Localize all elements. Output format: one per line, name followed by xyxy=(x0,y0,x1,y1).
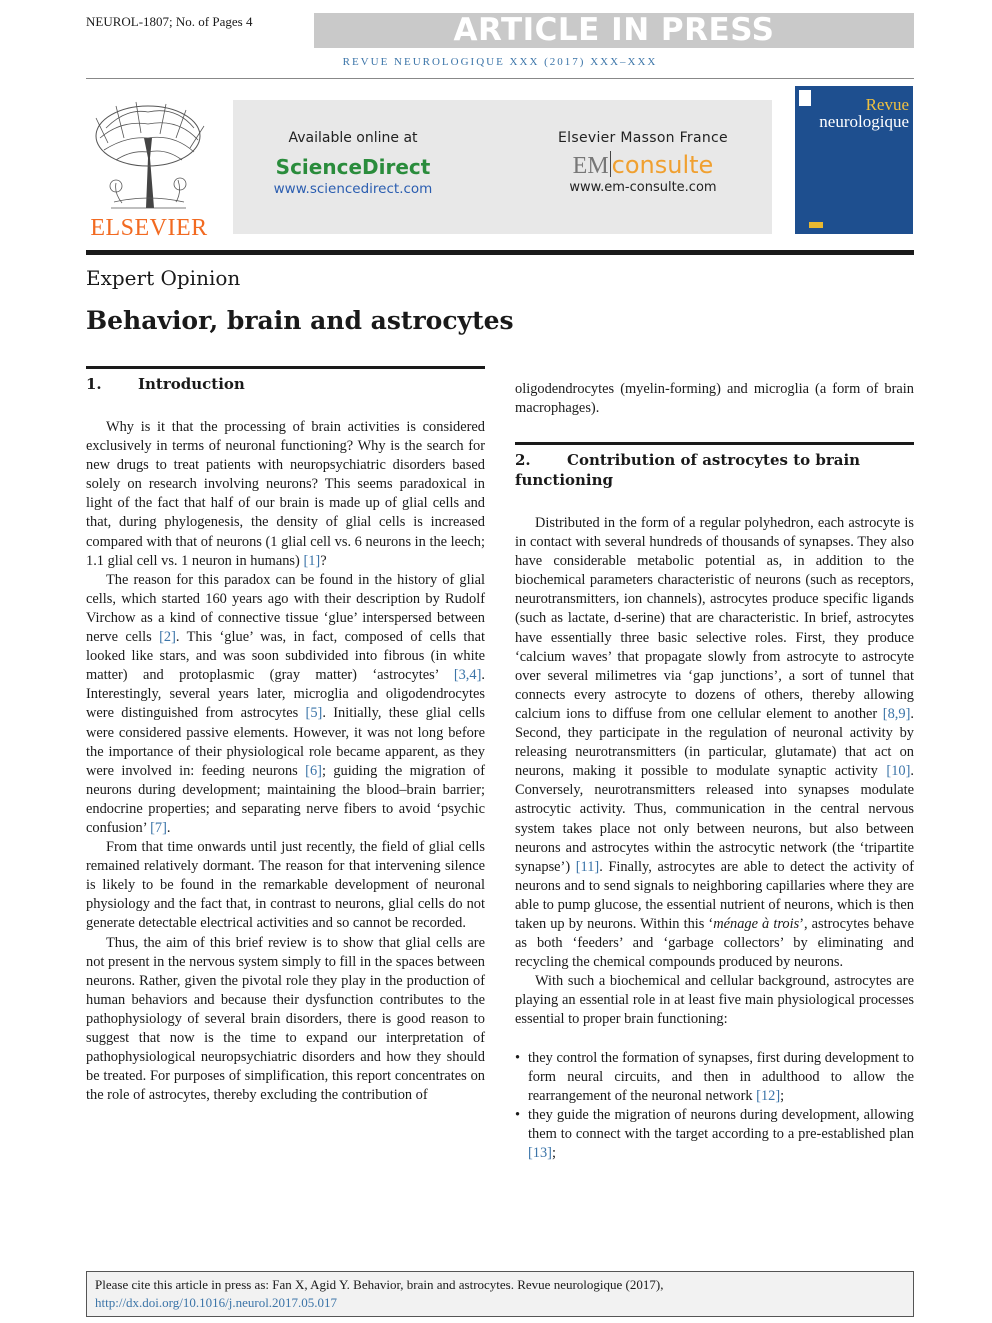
column-rule xyxy=(515,442,914,445)
paragraph: The reason for this paradox can be found in the history of glial cells, which started 160 years ago with their description by Rudolf Virchow as a kind of connective tissue ‘glue’ interspersed between nerve cells [2]. This ‘glue’ was, in fact, composed of cells that looked like stars, and was soon subdivided into fibrous (in white matter) and protoplasmic (gray matter) ‘astrocytes’ [3,4]. Interestingly, several years later, microglia and oligodendrocytes were distinguished from astrocytes [5]. Initially, these glial cells were considered passive elements. However, it was not long before the importance of their physiological role became apparent, as they were involved in: feeding neurons [6]; guiding the migration of neurons during development; maintaining the blood–brain barrier; endocrine properties; and separating nerve fibers to avoid ‘psychic confusion’ [7]. xyxy=(86,571,485,836)
reference-link[interactable]: [3,4] xyxy=(453,667,482,684)
article-title: Behavior, brain and astrocytes xyxy=(86,306,514,335)
reference-link[interactable]: [11] xyxy=(575,858,600,875)
elsevier-tree-icon xyxy=(86,98,212,214)
reference-link[interactable]: [12] xyxy=(756,1087,781,1104)
list-item: • they guide the migration of neurons during development, allowing them to connect with the target according to a pre-established plan [13]; xyxy=(515,1106,914,1163)
sciencedirect-logo: ScienceDirect xyxy=(275,155,431,179)
reference-link[interactable]: [5] xyxy=(305,705,323,722)
doi-link[interactable]: http://dx.doi.org/10.1016/j.neurol.2017.05.017 xyxy=(95,1294,338,1310)
paragraph: oligodendrocytes (myelin-forming) and microglia (a form of brain macrophages). xyxy=(515,381,914,417)
right-column-text xyxy=(515,514,914,1163)
citation-box xyxy=(86,1271,914,1317)
emconsulte-logo xyxy=(538,151,748,180)
paragraph: With such a biochemical and cellular background, astrocytes are playing an essential role in at least five main physiological processes essential to proper brain functioning: xyxy=(515,973,914,1028)
left-column-text xyxy=(86,418,485,1105)
section-title: Contribution of astrocytes to brain xyxy=(567,451,861,469)
article-id: NEUROL-1807; No. of Pages 4 xyxy=(86,14,253,29)
list-item: • they control the formation of synapses, first during development to form neural circuits, and then in adulthood to allow the rearrangement of the neuronal network [12]; xyxy=(515,1049,914,1106)
column-rule xyxy=(86,366,485,369)
online-availability-banner xyxy=(233,100,772,234)
citation-text: Please cite this article in press as: Fan X, Agid Y. Behavior, brain and astrocytes. Revue neurologique (2017), xyxy=(95,1277,664,1292)
paragraph: Why is it that the processing of brain activities is considered exclusively in terms of neuronal functioning? Why is the search for new drugs to treat patients with neuropsychiatric disorders based solely on research involving neurons? This seems paradoxical in light of the fact that half of our brain is made up of glial cells and that, during phylogenesis, the density of glial cells is increased compared with that of neurons (1 glial cell vs. 6 neurons in the leech; 1.1 glial cell vs. 1 neuron in humans) [1]? xyxy=(86,419,485,569)
cover-title-line1: Revue xyxy=(865,95,909,114)
reference-link[interactable]: [1] xyxy=(303,552,321,569)
paragraph: Thus, the aim of this brief review is to show that glial cells are not present in the nervous system simply to fill in the spaces between neurons. Rather, given the pivotal role they play in the production of human behaviors and because their dysfunction contributes to the pathophysiology of several brain disorders, there is good reason to suggest that now is the time to expand our interpretation of pathophysiological neuropsychiatric disorders and how they should be treated. For purposes of simplification, this report concentrates on the role of astrocytes, thereby excluding the contribution of xyxy=(86,934,485,1104)
elsevier-wordmark: ELSEVIER xyxy=(90,215,208,241)
article-in-press-banner xyxy=(314,13,914,48)
journal-cover xyxy=(795,86,913,234)
reference-link[interactable]: [7] xyxy=(150,819,167,836)
paragraph: From that time onwards until just recently, the field of glial cells remained relatively dormant. The reason for that intervening silence is likely to be found in the remarkable development of neuronal physiology and the fact that, in contrast to neurons, glial cells do not generate detectable electrical activities and so cannot be recorded. xyxy=(86,839,485,932)
section-heading-introduction xyxy=(86,374,245,394)
section-title-continued: functioning xyxy=(515,471,614,489)
cover-title-line2: neurologique xyxy=(819,112,909,131)
section-title: Introduction xyxy=(138,375,245,393)
available-online-text: Available online at xyxy=(288,130,418,146)
paragraph: Distributed in the form of a regular polyhedron, each astrocyte is in contact with several hundreds of thousands of synapses. They also have considerable metabolic potential as, in addition to the biochemical parameters characteristic of neurons (such as receptors, neurotransmitters, ion channels), astrocytes produce specific ligands (such as lactate, d-serine) that are characteristic. In brief, astrocytes have essentially three basic selective roles. First, they produce ‘calcium waves’ that propagate slowly from astrocyte to astrocyte over several milimetres via ‘gap junctions’, a sort of tunnel that connects every astrocyte to dozens of others, thereby allowing calcium ions to diffuse from one cellular element to another [8,9]. Second, they participate in the regulation of neuronal activity by releasing neurotransmitters (in particular, glutamate) that act on neurons, making it possible to modulate synaptic activity [10]. Conversely, neurotransmitters released into synapses modulate astrocytic activity. Thus, communication in the central nervous system takes place not only between neurons, but also between neurons and astrocytes within the astrocytic network (the ‘tripartite synapse’) [11]. Finally, astrocytes are able to detect the activity of neurons and to send signals to neighboring capillaries where they are able to pump glucose, the essential nutrient of neurons, which is then taken up by neurons. Within this ‘ménage à trois’, astrocytes behave as both ‘feeders’ and ‘garbage collectors’ by eliminating and recycling the chemical compounds produced by neurons. xyxy=(515,515,915,971)
consulte-text: consulte xyxy=(611,151,714,179)
article-type: Expert Opinion xyxy=(86,266,241,290)
emconsulte-link[interactable]: www.em-consulte.com xyxy=(569,180,717,195)
reference-link[interactable]: [10] xyxy=(886,763,911,780)
reference-link[interactable]: [6] xyxy=(305,762,322,779)
section-number: 2. xyxy=(515,451,531,469)
section-heading-contribution xyxy=(515,450,914,490)
reference-link[interactable]: [8,9] xyxy=(882,705,911,722)
em-text: EM xyxy=(572,153,609,179)
sciencedirect-link[interactable]: www.sciencedirect.com xyxy=(273,181,433,197)
elsevier-logo xyxy=(86,98,212,241)
reference-link[interactable]: [2] xyxy=(159,629,176,646)
right-column-continuation xyxy=(515,380,914,418)
section-number: 1. xyxy=(86,375,102,393)
header-rule xyxy=(86,250,914,255)
reference-link[interactable]: [13] xyxy=(528,1145,552,1161)
banner-text: ARTICLE IN PRESS xyxy=(453,12,775,48)
journal-line: REVUE NEUROLOGIQUE XXX (2017) XXX–XXX xyxy=(342,56,658,68)
cover-badge xyxy=(809,222,823,228)
publisher-name: Elsevier Masson France xyxy=(558,130,728,146)
divider xyxy=(86,78,914,79)
